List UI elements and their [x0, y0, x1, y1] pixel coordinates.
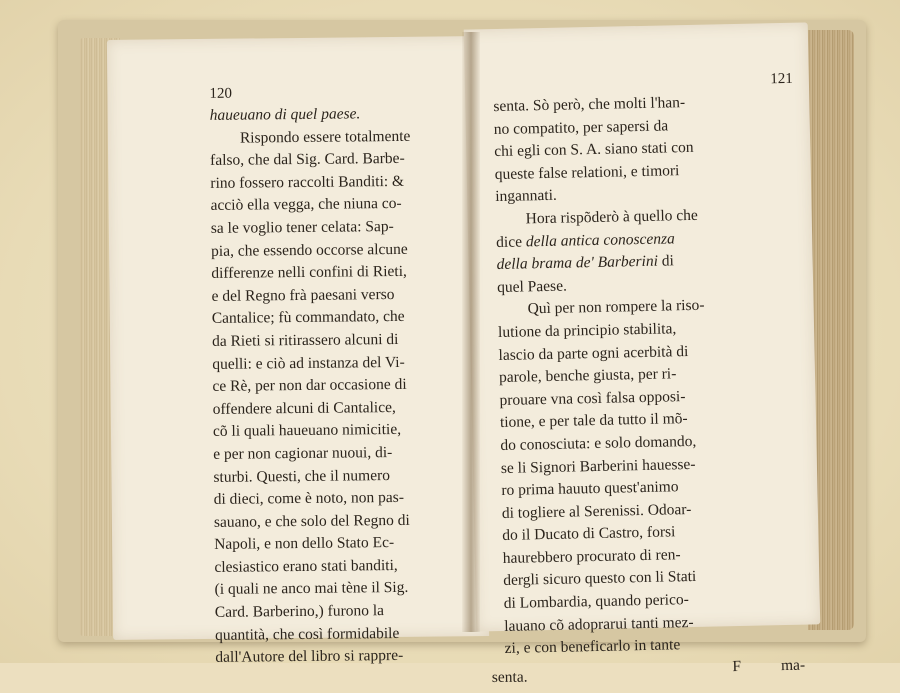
right-paragraph-3-line-3: lascio da parte ogni acerbità di	[498, 342, 689, 364]
page-number-left: 120	[209, 85, 233, 102]
left-text-line-4: acciò ella vegga, che niuna co-	[210, 195, 402, 215]
right-paragraph-3-line-14: di Lombardia, quando perico-	[503, 591, 689, 613]
left-text-line-24: dall'Autore del libro si rappre-	[215, 647, 404, 667]
running-header: haueuano di quel paese.	[209, 105, 361, 124]
right-paragraph-3-line-2: lutione da principio stabilita,	[497, 320, 677, 341]
right-paragraph-1-line-1: senta. Sò però, che molti l'han-	[493, 94, 686, 116]
left-text-line-17: di dieci, come è noto, non pas-	[213, 488, 405, 508]
right-paragraph-1-line-3: chi egli con S. A. siano stati con	[494, 139, 694, 161]
right-page-text	[493, 68, 806, 684]
left-text-line-1: Rispondo essere totalmente	[239, 127, 411, 147]
right-paragraph-1	[493, 90, 795, 209]
right-paragraph-3-line-13: dergli sicuro questo con li Stati	[503, 568, 697, 590]
right-paragraph-3-line-10: di togliere al Serenissi. Odoar-	[501, 500, 692, 522]
right-paragraph-3-line-6: tione, e per tale da tutto il mõ-	[499, 410, 688, 432]
left-text-line-10: da Rieti si ritirassero alcuni di	[211, 330, 399, 350]
left-text-line-18: sauano, e che solo del Regno di	[213, 511, 410, 531]
signature-mark: F	[732, 657, 742, 676]
left-text-line-21: (i quali ne anco mai tène il Sig.	[214, 579, 409, 599]
right-paragraph-3-line-16: zi, e con beneficarlo in tante	[504, 636, 681, 658]
left-text-line-14: cõ li quali haueuano nimicitie,	[212, 421, 402, 441]
left-text-line-15: e per non cagionar nuoui, di-	[213, 443, 393, 463]
left-text-line-20: clesiastico erano stati banditi,	[214, 556, 398, 576]
word-di: di	[661, 252, 675, 270]
right-paragraph-2-line-4: quel Paese.	[496, 277, 568, 296]
italic-phrase-2: della brama de' Barberini	[496, 252, 659, 274]
right-paragraph-1-line-4: queste false relationi, e timori	[494, 161, 680, 183]
left-text-line-5: sa le voglio tener celata: Sap-	[210, 217, 394, 237]
right-paragraph-3-line-15: lauano cõ adoprarui tanti mez-	[504, 613, 694, 635]
left-text-line-12: ce Rè, per non dar occasione di	[212, 375, 407, 396]
catchword-left: senta.	[491, 668, 528, 686]
right-paragraph-3-line-9: ro prima hauuto quest'animo	[501, 478, 679, 500]
right-page	[464, 22, 821, 676]
left-text-line-3: rino fossero raccolti Banditi: &	[210, 172, 405, 192]
page-number-right: 121	[770, 70, 794, 88]
left-text-line-13: offendere alcuni di Cantalice,	[212, 398, 396, 418]
right-paragraph-3-line-12: haurebbero procurato di ren-	[502, 546, 681, 567]
italic-phrase-1: della antica conoscenza	[525, 229, 675, 250]
book-gutter	[462, 32, 480, 632]
right-paragraph-3-line-5: prouare vna così falsa opposi-	[499, 387, 686, 409]
right-paragraph-3-line-11: do il Ducato di Castro, forsi	[502, 523, 676, 545]
left-text-line-7: differenze nelli confini di Rieti,	[211, 263, 407, 283]
right-paragraph-3	[497, 293, 805, 661]
word-dice: dice	[496, 233, 523, 251]
left-text-line-16: sturbi. Questi, che il numero	[213, 466, 391, 486]
right-paragraph-1-line-2: no compatito, per sapersi da	[493, 117, 669, 138]
left-text-line-19: Napoli, e non dello Stato Ec-	[214, 534, 395, 554]
left-text-line-22: Card. Barberino,) furono la	[214, 602, 385, 621]
left-text-line-2: falso, che dal Sig. Card. Barbe-	[210, 150, 405, 170]
left-text-line-8: e del Regno frà paesani verso	[211, 285, 395, 305]
catchword-right: ma-	[780, 656, 806, 675]
right-paragraph-3-line-8: se li Signori Barberini hauesse-	[500, 455, 696, 477]
open-book	[58, 16, 866, 686]
right-paragraph-3-line-7: do conosciuta: e solo domando,	[500, 432, 697, 454]
left-text-line-23: quantità, che così formidabile	[215, 624, 400, 644]
left-text-line-9: Cantalice; fù commandato, che	[211, 308, 405, 328]
right-paragraph-2-line-1: Hora rispõderò à quello che	[525, 206, 699, 228]
left-text-line-6: pia, che essendo occorse alcune	[210, 240, 408, 260]
left-text-line-11: quelli: e ciò ad instanza del Vi-	[212, 353, 405, 373]
right-paragraph-1-line-5: ingannati.	[495, 187, 557, 206]
right-paragraph-3-line-1: Quì per non rompere la riso-	[527, 297, 705, 318]
right-paragraph-3-line-4: parole, benche giusta, per ri-	[498, 365, 677, 387]
